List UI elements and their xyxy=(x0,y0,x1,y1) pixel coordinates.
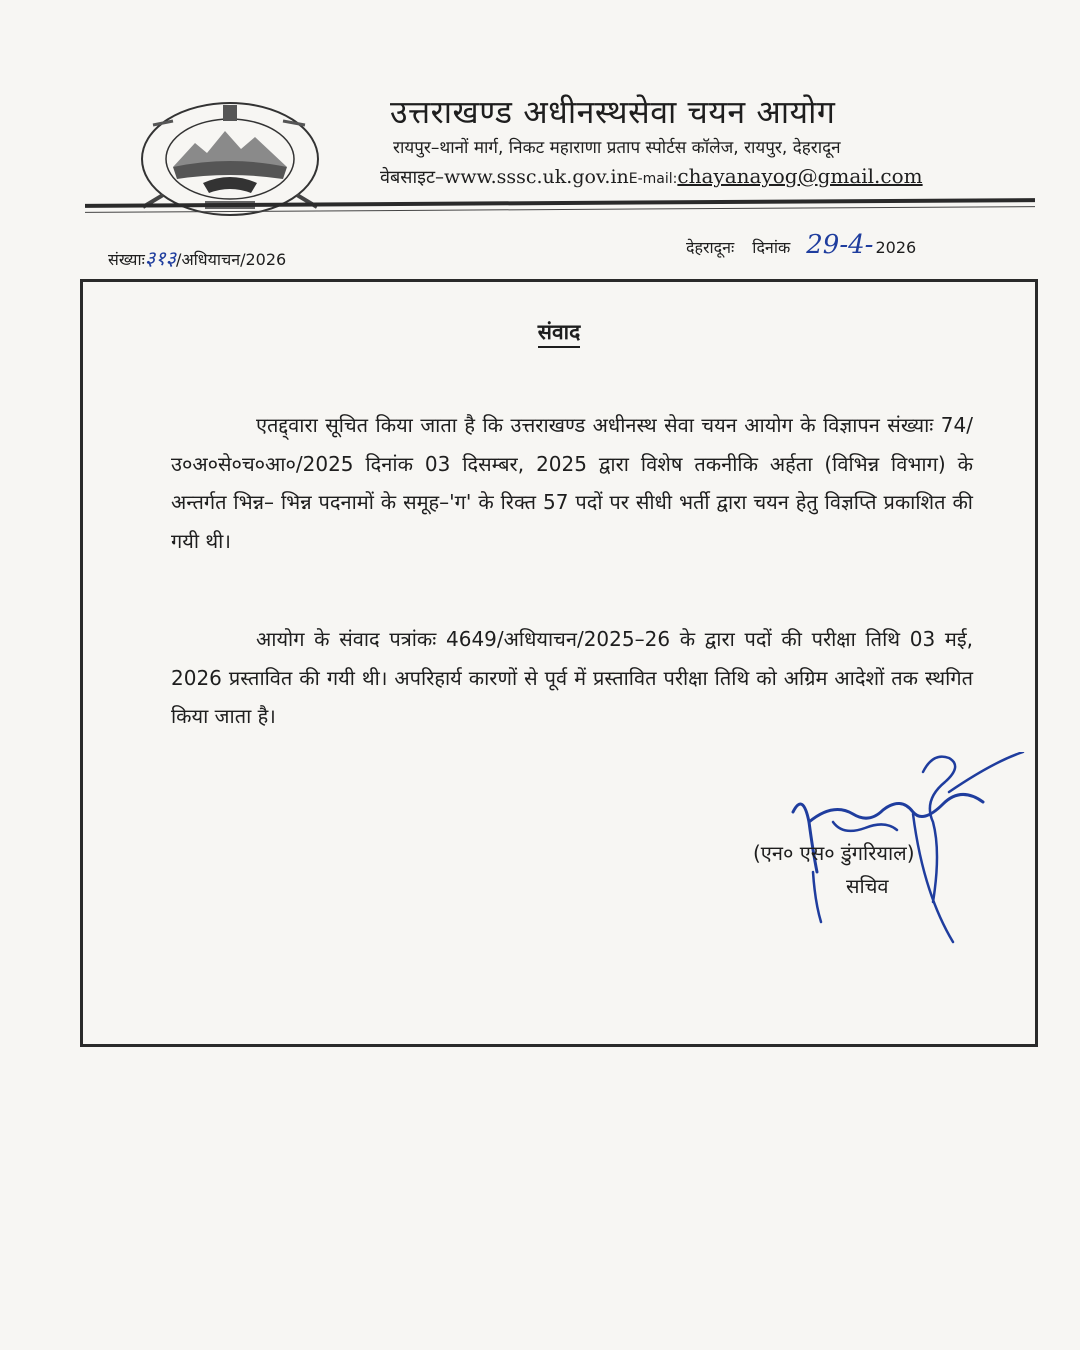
dateline-place: देहरादूनः xyxy=(686,238,735,257)
notice-box xyxy=(80,279,1038,1047)
dateline xyxy=(686,230,916,260)
dateline-year: 2026 xyxy=(875,238,917,257)
notice-paragraph-2: आयोग के संवाद पत्रांकः 4649/अधियाचन/2025–26 के द्वारा पदों की परीक्षा तिथि 03 मई, 2026 प्रस्तावित की गयी थी। अपरिहार्य कारणों से पूर्व में प्रस्तावित परीक्षा तिथि को अग्रिम आदेशों तक स्थगित किया जाता है। xyxy=(171,627,973,728)
organization-address: रायपुर–थानों मार्ग, निकट महाराणा प्रताप स्पोर्टस कॉलेज, रायपुर, देहरादून xyxy=(393,138,841,158)
reference-number xyxy=(108,244,286,271)
reference-suffix: /अधियाचन/2026 xyxy=(176,250,287,269)
signatory-designation: सचिव xyxy=(846,874,889,898)
dateline-label: दिनांक xyxy=(752,238,791,257)
signatory-name: (एन० एस० डुंगरियाल) xyxy=(753,841,915,865)
reference-prefix: संख्याः xyxy=(108,250,145,269)
organization-title: उत्तराखण्ड अधीनस्थसेवा चयन आयोग xyxy=(390,93,836,131)
reference-handwritten-number: ३१३ xyxy=(144,246,177,270)
email-label: E-mail: xyxy=(628,171,678,187)
notice-subject: संवाद xyxy=(83,318,1035,346)
organization-contact xyxy=(380,164,923,189)
website-link[interactable]: www.sssc.uk.gov.in xyxy=(444,166,629,188)
commission-emblem-icon xyxy=(133,95,328,220)
email-link[interactable]: chayanayog@gmail.com xyxy=(677,164,923,188)
website-label: वेबसाइट– xyxy=(380,167,445,188)
dateline-handwritten-date: 29-4- xyxy=(806,230,874,260)
notice-paragraph-1: एतद्द्वारा सूचित किया जाता है कि उत्तराखण्ड अधीनस्थ सेवा चयन आयोग के विज्ञापन संख्याः 74/उ०अ०से०च०आ०/2025 दिनांक 03 दिसम्बर, 2025 द्वारा विशेष तकनीकि अर्हता (विभिन्न विभाग) के अन्तर्गत भिन्न– भिन्न पदनामों के समूह–'ग' के रिक्त 57 पदों पर सीधी भर्ती द्वारा चयन हेतु विज्ञप्ति प्रकाशित की गयी थी। xyxy=(171,413,973,553)
